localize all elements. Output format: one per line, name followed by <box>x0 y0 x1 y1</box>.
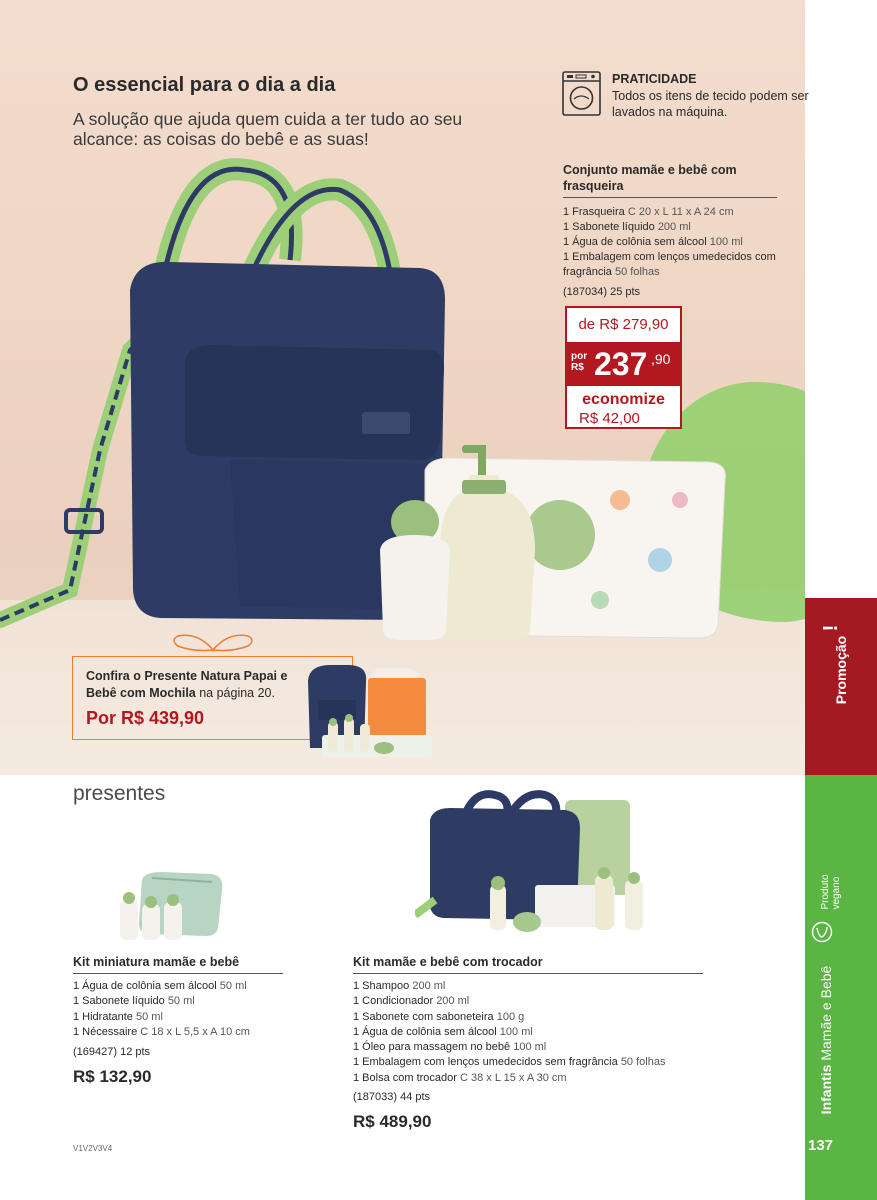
list-item: 1 Condicionador 200 ml <box>353 995 470 1008</box>
list-item: 1 Óleo para massagem no bebê 100 ml <box>353 1041 547 1054</box>
gift-bow-icon <box>168 630 258 654</box>
price-sale-label: por R$ <box>571 351 588 373</box>
footer-code: V1V2V3V4 <box>73 1144 113 1153</box>
divider <box>563 197 777 198</box>
list-item: 1 Nécessaire C 18 x L 5,5 x A 10 cm <box>73 1025 250 1038</box>
hero-title: O essencial para o dia a dia <box>73 74 336 96</box>
products-bottles-image <box>370 440 740 650</box>
kit-trocador-name: Kit mamãe e bebê com trocador <box>353 955 543 969</box>
economize-value: R$ 42,00 <box>579 410 640 427</box>
promo-exclamation-icon: ! <box>820 624 842 632</box>
kit-miniatura-code: (169427) 12 pts <box>73 1046 151 1058</box>
kit-miniatura-items-list <box>73 979 333 1040</box>
price-sale-band <box>567 342 680 386</box>
price-box <box>565 306 682 429</box>
conjunto-name: Conjunto mamãe e bebê com frasqueira <box>563 163 737 193</box>
praticidade-title: PRATICIDADE <box>612 72 697 86</box>
economize-label: economize <box>582 391 665 408</box>
praticidade-text: Todos os itens de tecido podem ser lavados na máquina. <box>612 89 809 119</box>
list-item: 1 Embalagem com lenços umedecidos com fragrância 50 folhas <box>563 251 776 278</box>
price-sale-integer: 237 <box>594 346 648 382</box>
list-item: 1 Sabonete líquido 50 ml <box>73 995 195 1008</box>
kit-trocador-image <box>415 790 660 940</box>
divider <box>73 973 283 974</box>
category-tab-label: Infantis Mamãe e Bebê <box>818 965 834 1115</box>
kit-trocador-items-list <box>353 979 773 1086</box>
gift-promo-price: Por R$ 439,90 <box>86 708 205 728</box>
hero-subtitle: A solução que ajuda quem cuida a ter tudo ao seu alcance: as coisas do bebê e as suas! <box>73 109 463 149</box>
list-item: 1 Frasqueira C 20 x L 11 x A 24 cm <box>563 206 734 218</box>
vegan-leaf-icon <box>811 921 833 943</box>
gift-promo-text: Confira o Presente Natura Papai e Bebê com Mochila na página 20. <box>86 669 288 700</box>
kit-miniatura-name: Kit miniatura mamãe e bebê <box>73 955 240 969</box>
promo-tab-label: Promoção <box>833 635 849 705</box>
conjunto-code: (187034) 25 pts <box>563 286 641 298</box>
gift-kit-image <box>300 660 435 765</box>
page-number: 137 <box>808 1137 834 1154</box>
list-item: 1 Sabonete líquido 200 ml <box>563 221 691 233</box>
kit-miniatura-price: R$ 132,90 <box>73 1067 152 1086</box>
divider <box>353 973 703 974</box>
vegan-label: Produto vegano <box>820 874 842 910</box>
list-item: 1 Embalagem com lenços umedecidos sem fragrância 50 folhas <box>353 1056 666 1069</box>
section-title: presentes <box>73 782 166 805</box>
kit-trocador-code: (187033) 44 pts <box>353 1091 431 1103</box>
list-item: 1 Água de colônia sem álcool 100 ml <box>563 236 743 248</box>
list-item: 1 Água de colônia sem álcool 50 ml <box>73 980 247 992</box>
list-item: 1 Sabonete com saboneteira 100 g <box>353 1010 525 1023</box>
list-item: 1 Água de colônia sem álcool 100 ml <box>353 1025 533 1038</box>
conjunto-items-list <box>563 205 793 280</box>
list-item: 1 Hidratante 50 ml <box>73 1010 163 1023</box>
list-item: 1 Bolsa com trocador C 38 x L 15 x A 30 cm <box>353 1071 567 1084</box>
list-item: 1 Shampoo 200 ml <box>353 980 446 992</box>
price-sale-cents: ,90 <box>651 351 671 367</box>
kit-trocador-price: R$ 489,90 <box>353 1112 432 1131</box>
price-original: de R$ 279,90 <box>578 316 669 333</box>
kit-miniatura-image <box>112 870 227 942</box>
washing-machine-icon <box>562 71 601 116</box>
